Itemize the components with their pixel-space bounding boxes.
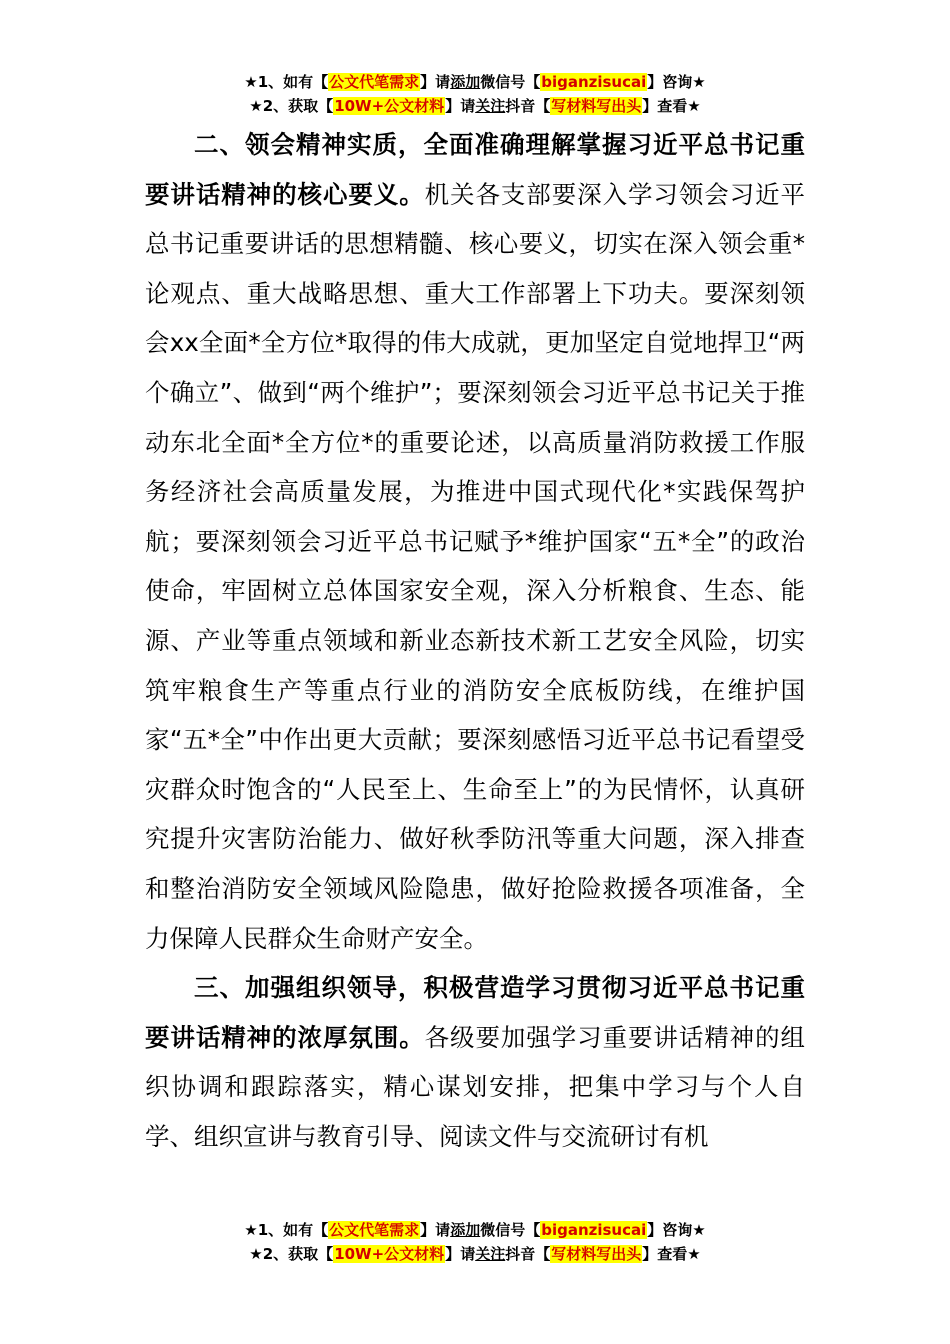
promo-text: 】请 xyxy=(445,97,476,115)
promo-line-1 xyxy=(0,1218,950,1242)
paragraph-heading: 二、领会精神实质，全面准确理解掌握习近平总书记重要讲话精神的核心要义。 xyxy=(145,130,805,209)
highlight-text: 公文代笔需求 xyxy=(329,1221,420,1239)
promo-text: 微信号【 xyxy=(480,73,541,91)
underlined-text: 添加 xyxy=(450,1221,481,1239)
promo-text: 抖音【 xyxy=(505,1245,551,1263)
promo-text: 】查看★ xyxy=(642,97,701,115)
promo-text: 】查看★ xyxy=(642,1245,701,1263)
highlight-text: 10W+公文材料 xyxy=(334,1245,445,1263)
promo-text: 】咨询★ xyxy=(647,73,706,91)
wechat-id-highlight: biganzisucai xyxy=(541,1221,647,1239)
highlight-text: 10W+公文材料 xyxy=(334,97,445,115)
highlight-text: 公文代笔需求 xyxy=(329,73,420,91)
promo-text: 】请 xyxy=(420,73,451,91)
promo-text: 】请 xyxy=(420,1221,451,1239)
promo-line-2 xyxy=(0,1242,950,1266)
promo-banner-top xyxy=(0,70,950,118)
promo-text: 】请 xyxy=(445,1245,476,1263)
paragraph-text: 机关各支部要深入学习领会习近平总书记重要讲话的思想精髓、核心要义，切实在深入领会重*论观点、重大战略思想、重大工作部署上下功夫。要深刻领会xx全面*全方位*取得的伟大成就，更加坚定自觉地捍卫“两个确立”、做到“两个维护”；要深刻领会习近平总书记关于推动东北全面*全方位*的重要论述，以高质量消防救援工作服务经济社会高质量发展，为推进中国式现代化*实践保驾护航；要深刻领会习近平总书记赋予*维护国家“五*全”的政治使命，牢固树立总体国家安全观，深入分析粮食、生态、能源、产业等重点领域和新业态新技术新工艺安全风险，切实筑牢粮食生产等重点行业的消防安全底板防线，在维护国家“五*全”中作出更大贡献；要深刻感悟习近平总书记看望受灾群众时饱含的“人民至上、生命至上”的为民情怀，认真研究提升灾害防治能力、做好秋季防汛等重大问题，深入排查和整治消防安全领域风险隐患，做好抢险救援各项准备，全力保障人民群众生命财产安全。 xyxy=(145,179,806,953)
underlined-text: 关注 xyxy=(475,1245,506,1263)
promo-line-1 xyxy=(0,70,950,94)
douyin-id-highlight: 写材料写出头 xyxy=(551,97,642,115)
promo-text: ★2、获取【 xyxy=(249,1245,334,1263)
document-body xyxy=(145,120,805,1161)
promo-text: 抖音【 xyxy=(505,97,551,115)
promo-text: ★1、如有【 xyxy=(244,73,329,91)
wechat-id-highlight: biganzisucai xyxy=(541,73,647,91)
promo-text: 】咨询★ xyxy=(647,1221,706,1239)
douyin-id-highlight: 写材料写出头 xyxy=(551,1245,642,1263)
promo-text: ★1、如有【 xyxy=(244,1221,329,1239)
promo-text: ★2、获取【 xyxy=(249,97,334,115)
promo-line-2 xyxy=(0,94,950,118)
paragraph-2 xyxy=(145,120,805,963)
promo-text: 微信号【 xyxy=(480,1221,541,1239)
underlined-text: 关注 xyxy=(475,97,506,115)
promo-banner-bottom xyxy=(0,1218,950,1266)
paragraph-heading: 三、加强组织领导，积极营造学习贯彻习近平总书记重要讲话精神的浓厚氛围。 xyxy=(145,973,805,1052)
paragraph-3 xyxy=(145,963,805,1161)
underlined-text: 添加 xyxy=(450,73,481,91)
paragraph-text: 各级要加强学习重要讲话精神的组织协调和跟踪落实，精心谋划安排，把集中学习与个人自学、组织宣讲与教育引导、阅读文件与交流研讨有机 xyxy=(145,1022,806,1151)
